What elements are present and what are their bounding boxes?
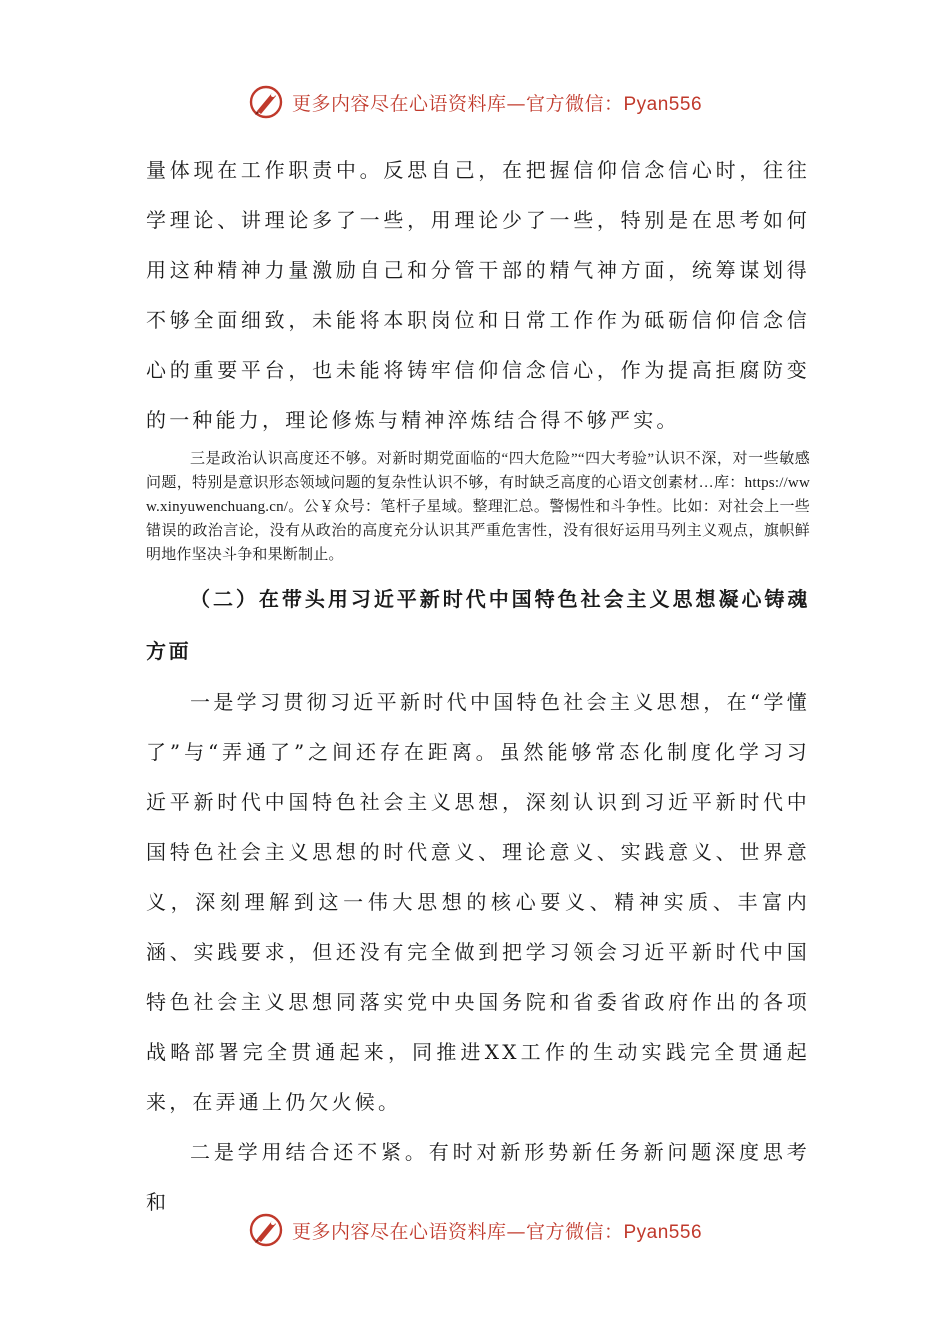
paragraph-point-two: 二是学用结合还不紧。有时对新形势新任务新问题深度思考和 — [146, 1140, 810, 1214]
footer-banner-label: 更多内容尽在心语资料库—官方微信： — [291, 1220, 624, 1243]
pen-logo-icon — [248, 1212, 284, 1248]
header-banner-text — [292, 89, 702, 116]
footer-banner — [0, 1208, 950, 1252]
section-heading: （二）在带头用习近平新时代中国特色社会主义思想凝心铸魂方面 — [146, 587, 810, 663]
footer-banner-handle: Pyan556 — [623, 1221, 703, 1243]
header-banner-handle: Pyan556 — [623, 93, 703, 115]
header-banner — [0, 80, 950, 124]
pen-logo-icon — [248, 84, 284, 120]
paragraph-point-one: 一是学习贯彻习近平新时代中国特色社会主义思想，在“学懂了”与“弄通了”之间还存在距离。虽然能够常态化制度化学习习近平新时代中国特色社会主义思想，深刻认识到习近平新时代中国特色社会主义思想的时代意义、理论意义、实践意义、世界意义，深刻理解到这一伟大思想的核心要义、精神实质、丰富内涵、实践要求，但还没有完全做到把学习领会习近平新时代中国特色社会主义思想同落实党中央国务院和省委省政府作出的各项战略部署完全贯通起来，同推进XX工作的生动实践完全贯通起来，在弄通上仍欠火候。 — [146, 690, 810, 1114]
document-body — [146, 145, 810, 1227]
footer-banner-text — [292, 1217, 702, 1244]
paragraph-continuation: 量体现在工作职责中。反思自己，在把握信仰信念信心时，往往学理论、讲理论多了一些，用理论少了一些，特别是在思考如何用这种精神力量激励自己和分管干部的精气神方面，统筹谋划得不够全面细致，未能将本职岗位和日常工作作为砥砺信仰信念信心的重要平台，也未能将铸牢信仰信念信心，作为提高拒腐防变的一种能力，理论修炼与精神淬炼结合得不够严实。 — [146, 158, 810, 432]
paragraph-political-awareness: 三是政治认识高度还不够。对新时期党面临的“四大危险”“四大考验”认识不深，对一些敏感问题，特别是意识形态领域问题的复杂性认识不够，有时缺乏高度的心语文创素材…库：https://www.xinyuwenchuang.cn/。公￥众号：笔杆子星域。整理汇总。警惕性和斗争性。比如：对社会上一些错误的政治言论，没有从政治的高度充分认识其严重危害性，没有很好运用马列主义观点，旗帜鲜明地作坚决斗争和果断制止。 — [146, 451, 810, 563]
header-banner-label: 更多内容尽在心语资料库—官方微信： — [291, 92, 624, 115]
